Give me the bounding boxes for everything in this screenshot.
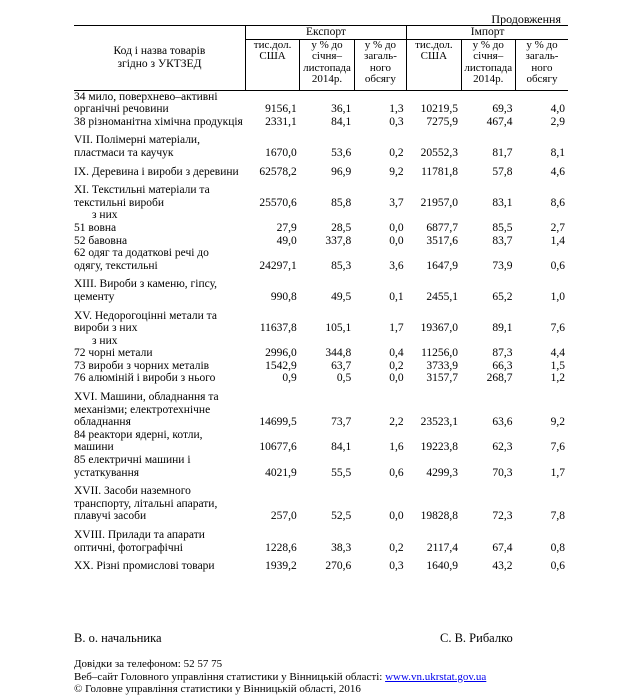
product-name: 84 реактори ядерні, котли, машини (74, 428, 203, 454)
cell-import-pct-prev: 70,3 (492, 466, 513, 479)
cell-import-value: 6877,7 (426, 221, 459, 234)
cell-import-share: 1,7 (550, 466, 565, 479)
product-name: 51 вовна (74, 221, 117, 234)
table-row (74, 116, 568, 129)
cell-import-share: 7,6 (550, 441, 565, 454)
cell-export-share: 3,7 (389, 196, 404, 209)
subheading-row (74, 209, 568, 222)
cell-import-value: 23523,1 (420, 416, 459, 429)
cell-import-share: 4,6 (550, 165, 565, 178)
cell-export-pct-prev: 270,6 (325, 560, 352, 573)
cell-export-pct-prev: 28,5 (331, 221, 352, 234)
cell-export-value: 4021,9 (265, 466, 297, 479)
table-row (74, 134, 568, 159)
cell-export-share: 0,4 (389, 347, 404, 360)
continuation-label: Продовження (491, 12, 561, 26)
table-row (74, 222, 568, 235)
cell-export-share: 0,3 (389, 115, 404, 128)
cell-import-value: 19367,0 (420, 322, 459, 335)
cell-export-pct-prev: 53,6 (331, 146, 352, 159)
cell-import-pct-prev: 73,9 (492, 259, 513, 272)
cell-import-pct-prev: 63,6 (492, 416, 513, 429)
cell-import-pct-prev: 81,7 (492, 146, 513, 159)
signature-name: С. В. Рибалко (440, 631, 513, 645)
table-row (74, 184, 568, 209)
cell-export-pct-prev: 85,3 (331, 259, 352, 272)
footer-phone: Довідки за телефоном: 52 57 75 (74, 658, 223, 670)
column-header-import-share: у % до загаль- ного обсягу (515, 39, 568, 90)
cell-export-pct-prev: 55,5 (331, 466, 352, 479)
trade-table (74, 25, 568, 573)
cell-import-share: 0,6 (550, 560, 565, 573)
product-name: XIII. Вироби з каменю, гіпсу, цементу (74, 278, 218, 303)
cell-import-share: 1,2 (550, 372, 565, 385)
cell-export-value: 2331,1 (265, 115, 297, 128)
cell-export-pct-prev: 84,1 (331, 115, 352, 128)
cell-import-pct-prev: 67,4 (492, 541, 513, 554)
cell-export-share: 1,7 (389, 322, 404, 335)
cell-export-value: 2996,0 (265, 347, 297, 360)
cell-export-share: 0,0 (389, 510, 404, 523)
subheading-label: з них (92, 334, 118, 347)
cell-export-share: 0,2 (389, 359, 404, 372)
cell-export-pct-prev: 105,1 (325, 322, 352, 335)
cell-import-pct-prev: 66,3 (492, 359, 513, 372)
cell-import-pct-prev: 57,8 (492, 165, 513, 178)
cell-export-pct-prev: 337,8 (325, 234, 352, 247)
cell-import-value: 3157,7 (426, 372, 459, 385)
cell-import-value: 11256,0 (421, 347, 459, 360)
table-row (74, 454, 568, 479)
cell-export-share: 0,2 (389, 146, 404, 159)
cell-import-value: 21957,0 (420, 196, 459, 209)
cell-import-pct-prev: 65,2 (492, 290, 513, 303)
cell-import-pct-prev: 268,7 (486, 372, 513, 385)
cell-export-share: 0,0 (389, 372, 404, 385)
cell-export-value: 25570,6 (259, 196, 297, 209)
cell-export-value: 62578,2 (259, 165, 297, 178)
cell-import-pct-prev: 72,3 (492, 510, 513, 523)
cell-export-pct-prev: 73,7 (331, 416, 352, 429)
table-row (74, 90, 568, 116)
cell-export-value: 9156,1 (265, 103, 297, 116)
cell-export-value: 10677,6 (259, 441, 297, 454)
column-header-import: Імпорт (407, 26, 568, 40)
cell-export-share: 0,3 (389, 560, 404, 573)
cell-import-value: 2455,1 (426, 290, 459, 303)
column-header-export-share: у % до загаль- ного обсягу (354, 39, 406, 90)
product-name: VII. Полімерні матеріали, пластмаси та каучук (74, 134, 200, 159)
cell-import-pct-prev: 87,3 (492, 347, 513, 360)
cell-export-share: 0,0 (389, 234, 404, 247)
column-header-export-value: тис.дол. США (245, 39, 299, 90)
cell-import-pct-prev: 83,1 (492, 196, 513, 209)
cell-import-value: 7275,9 (426, 115, 459, 128)
cell-export-pct-prev: 85,8 (331, 196, 352, 209)
cell-import-share: 7,6 (550, 322, 565, 335)
cell-import-share: 0,8 (550, 541, 565, 554)
cell-import-share: 1,4 (550, 234, 565, 247)
cell-import-pct-prev: 89,1 (492, 322, 513, 335)
cell-export-share: 0,6 (389, 466, 404, 479)
subheading-label: з них (92, 209, 118, 222)
cell-import-value: 2117,4 (426, 541, 459, 554)
cell-import-value: 19828,8 (420, 510, 459, 523)
cell-export-share: 0,2 (389, 541, 404, 554)
cell-export-share: 9,2 (389, 165, 404, 178)
product-name: 38 різноманітна хімічна продукція (74, 115, 243, 128)
cell-export-pct-prev: 0,5 (336, 372, 352, 385)
cell-export-pct-prev: 344,8 (325, 347, 352, 360)
product-name: 52 бавовна (74, 234, 128, 247)
cell-export-share: 0,0 (389, 221, 404, 234)
cell-import-share: 8,1 (550, 146, 565, 159)
cell-export-value: 1228,6 (265, 541, 297, 554)
cell-import-share: 2,7 (550, 221, 565, 234)
product-name: XX. Різні промислові товари (74, 560, 215, 573)
cell-export-share: 0,1 (389, 290, 404, 303)
cell-import-pct-prev: 467,4 (486, 115, 513, 128)
cell-import-value: 1640,9 (426, 560, 459, 573)
product-name: 72 чорні метали (74, 347, 153, 360)
table-row (74, 429, 568, 454)
product-name: XI. Текстильні матеріали та текстильні вироби (74, 184, 210, 209)
table-row (74, 529, 568, 554)
cell-import-value: 3733,9 (426, 359, 459, 372)
signature-position: В. о. начальника (74, 631, 162, 645)
footer (74, 658, 486, 696)
table-row (74, 372, 568, 385)
cell-export-share: 1,3 (389, 103, 404, 116)
cell-import-value: 1647,9 (426, 259, 459, 272)
cell-import-share: 0,6 (550, 259, 565, 272)
footer-copyright: © Головне управління статистики у Вінницькій області, 2016 (74, 683, 361, 695)
cell-export-pct-prev: 52,5 (331, 510, 352, 523)
product-name: XV. Недорогоцінні метали та вироби з них (74, 309, 217, 335)
column-header-export-pct-prev: у % до січня– листопада 2014р. (300, 39, 354, 90)
cell-export-pct-prev: 96,9 (331, 165, 352, 178)
table-row (74, 360, 568, 373)
cell-import-pct-prev: 69,3 (492, 103, 513, 116)
cell-export-value: 1939,2 (265, 560, 297, 573)
cell-import-share: 9,2 (550, 416, 565, 429)
table-row (74, 166, 568, 179)
column-header-import-value: тис.дол. США (407, 39, 461, 90)
cell-export-value: 990,8 (270, 290, 297, 303)
product-name: 85 електричні машини і устаткування (74, 454, 191, 479)
cell-export-value: 1542,9 (265, 359, 297, 372)
cell-import-share: 4,4 (550, 347, 565, 360)
cell-export-value: 257,0 (270, 510, 297, 523)
cell-export-share: 1,6 (389, 441, 404, 454)
cell-export-pct-prev: 49,5 (331, 290, 352, 303)
cell-import-value: 20552,3 (420, 146, 459, 159)
product-name: 62 одяг та додаткові речі до одягу, текстильні (74, 247, 209, 272)
cell-export-value: 49,0 (276, 234, 297, 247)
product-name: 73 вироби з чорних металів (74, 359, 210, 372)
footer-site: Веб–сайт Головного управління статистики у Вінницькій області: www.vn.ukrstat.gov.ua (74, 670, 487, 683)
cell-import-value: 3517,6 (426, 234, 459, 247)
product-name: 34 мило, поверхнево–активні органічні речовини (74, 90, 218, 116)
cell-import-share: 8,6 (550, 196, 565, 209)
cell-import-value: 4299,3 (426, 466, 459, 479)
table-row (74, 391, 568, 429)
product-name: 76 алюміній і вироби з нього (74, 372, 216, 385)
cell-export-pct-prev: 36,1 (331, 103, 352, 116)
cell-import-share: 7,8 (550, 510, 565, 523)
subheading-row (74, 335, 568, 348)
table-row (74, 278, 568, 303)
column-header-export: Експорт (245, 26, 406, 40)
table-row (74, 310, 568, 335)
cell-export-pct-prev: 38,3 (331, 541, 352, 554)
cell-export-share: 3,6 (389, 259, 404, 272)
cell-import-share: 2,9 (550, 115, 565, 128)
cell-import-value: 19223,8 (420, 441, 459, 454)
cell-export-share: 2,2 (389, 416, 404, 429)
website-link[interactable]: www.vn.ukrstat.gov.ua (385, 670, 487, 683)
table-row (74, 485, 568, 523)
table-row (74, 560, 568, 573)
product-name: XVIII. Прилади та апарати оптичні, фотографічні (74, 529, 205, 554)
table-row (74, 235, 568, 248)
cell-import-pct-prev: 43,2 (492, 560, 513, 573)
column-header-import-pct-prev: у % до січня– листопада 2014р. (461, 39, 515, 90)
cell-import-value: 11781,8 (421, 165, 459, 178)
cell-export-value: 0,9 (282, 372, 297, 385)
cell-import-pct-prev: 62,3 (492, 441, 513, 454)
cell-import-share: 4,0 (550, 103, 565, 116)
cell-import-share: 1,0 (550, 290, 565, 303)
cell-import-pct-prev: 83,7 (492, 234, 513, 247)
product-name: XVI. Машини, обладнання та механізми; електротехнічне обладнання (74, 391, 219, 429)
cell-import-pct-prev: 85,5 (492, 221, 513, 234)
cell-import-share: 1,5 (550, 359, 565, 372)
product-name: IX. Деревина і вироби з деревини (74, 165, 239, 178)
column-header-name: Код і назва товарів згідно з УКТЗЕД (74, 26, 245, 91)
cell-export-pct-prev: 84,1 (331, 441, 352, 454)
cell-import-value: 10219,5 (420, 103, 459, 116)
table-row (74, 247, 568, 272)
cell-export-value: 14699,5 (259, 416, 297, 429)
cell-export-value: 1670,0 (265, 146, 297, 159)
cell-export-value: 11637,8 (259, 322, 297, 335)
cell-export-pct-prev: 63,7 (331, 359, 352, 372)
product-name: XVII. Засоби наземного транспорту, літальні апарати, плавучі засоби (74, 485, 218, 523)
table-row (74, 347, 568, 360)
cell-export-value: 27,9 (276, 221, 297, 234)
cell-export-value: 24297,1 (259, 259, 297, 272)
